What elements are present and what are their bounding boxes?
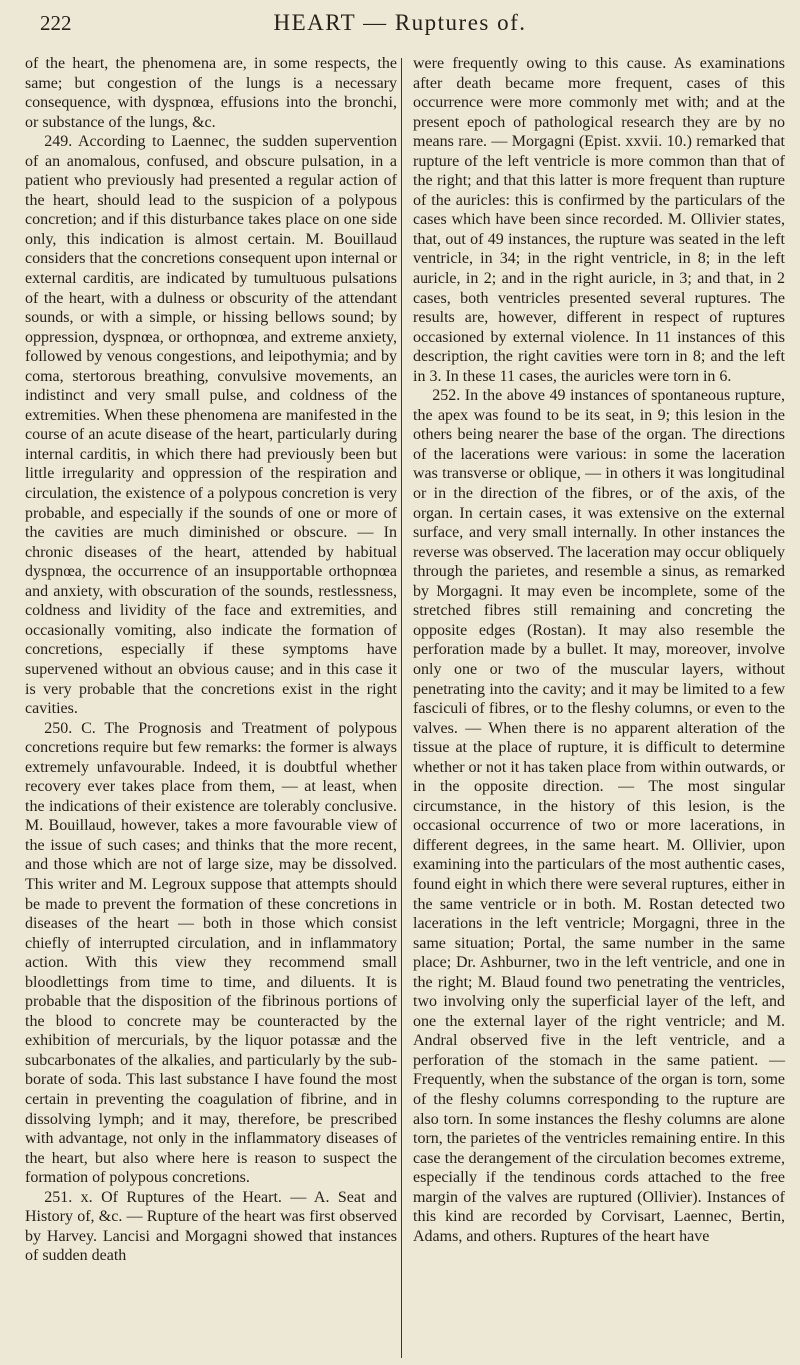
paragraph: 251. x. Of Ruptures of the Heart. — A. Seat and History of, &c. — Rupture of the heart was first observed by Harvey. Lancisi and Morgagni showed that instances of sudden death bbox=[25, 1188, 397, 1265]
paragraph: 252. In the above 49 instances of spontaneous rupture, the apex was found to be its seat, in 9; this lesion in the others being nearer the base of the organ. The directions of the lacerations were various: in some the laceration was transverse or oblique, — in others it was longitudinal or in the direction of the fibres, or of the axis, of the organ. In certain cases, it was extensive on the external surface, and very small internally. In other instances the reverse was observed. The laceration may occur obliquely through the parietes, and resemble a sinus, as remarked by Morgagni. It may even be incomplete, some of the stretched fibres still remaining and concreting the opposite edges (Rostan). It may also resemble the perforation made by a bullet. It may, moreover, involve only one or two of the muscular layers, without penetrating into the cavity; and it may be limited to a few fasciculi of fibres, or to the fleshy columns, or even to the valves. — When there is no apparent alteration of the tissue at the place of rupture, it is difficult to determine whether or not it has taken place from within outwards, or in the opposite direction. — The most singular circumstance, in the history of this lesion, is the occasional occurrence of two or more lacerations, in different degrees, in the same heart. M. Ollivier, upon examining into the particulars of the most authentic cases, found eight in which there were several ruptures, either in the same ventricle or in both. M. Rostan detected two lacerations in the left ventricle; Morgagni, three in the same situation; Portal, the same number in the same place; Dr. Ashburner, two in the left ventricle, and one in the right; M. Blaud found two penetrating the ventricles, two involving only the superficial layer of the left, and one the external layer of the right ventricle; and M. Andral observed five in the left ventricle, and a perforation of the stomach in the same patient. — Frequently, when the substance of the organ is torn, some of the fleshy columns corresponding to the rupture are also torn. In some instances the fleshy columns are alone torn, the parietes of the ventricles remaining entire. In this case the derangement of the circulation becomes extreme, especially if the tendinous cords attached to the free margin of the valves are ruptured (Ollivier). Instances of this kind are recorded by Corvisart, Laennec, Bertin, Adams, and others. Ruptures of the heart have bbox=[413, 387, 785, 1245]
paragraph: of the heart, the phenomena are, in some respects, the same; but congestion of the lungs is a necessary consequence, with dyspnœa, effusions into the bronchi, or substance of the lungs, &c. bbox=[25, 55, 397, 131]
running-title: HEART — Ruptures of. bbox=[273, 10, 527, 35]
paragraph: 249. According to Laennec, the sudden supervention of an anomalous, confused, and obscure pulsation, in a patient who previously had presented a regular action of the heart, should lead to the suspicion of a polypous concretion; and if this disturbance takes place on one side only, this indication is almost certain. M. Bouillaud considers that the concretions consequent upon internal or external carditis, are indicated by tumultuous pulsations of the heart, with a dulness or obscurity of the attendant sounds, or with a simple, or hissing bellows sound; by oppression, dyspnœa, or orthopnœa, and extreme anxiety, followed by venous congestions, and leipothymia; and by coma, stertorous breathing, convulsive movements, an indistinct and very small pulse, and coldness of the extremities. When these phenomena are manifested in the course of an acute disease of the heart, particularly during internal carditis, in which there had previously been but little irregularity and oppression of the respiration and circulation, the existence of a polypous concretion is very probable, and especially if the sounds of one or more of the cavities are much diminished or obscure. — In chronic diseases of the heart, attended by habitual dyspnœa, the occurrence of an insupportable orthopnœa and anxiety, with obscuration of the sounds, restlessness, coldness and lividity of the face and extremities, and occasionally vomiting, also indicate the formation of concretions, especially if these symptoms have supervened without an obvious cause; and in this case it is very probable that the concretions exist in the right cavities. bbox=[25, 133, 397, 718]
page-header bbox=[40, 10, 760, 44]
left-column bbox=[25, 54, 397, 1266]
paragraph: 250. C. The Prognosis and Treatment of polypous concretions require but few remarks: the former is always extremely unfavourable. Indeed, it is doubtful whether recovery ever takes place from them, — at least, when the indications of their existence are tolerably conclusive. M. Bouillaud, however, takes a more favourable view of the issue of such cases; and thinks that the more recent, and those which are not of large size, may be dissolved. This writer and M. Legroux suppose that attempts should be made to prevent the formation of these concretions in diseases of the heart — both in those which consist chiefly of interrupted circulation, and in inflammatory action. With this view they recommend small bloodlettings from time to time, and diluents. It is probable that the disposition of the fibrinous portions of the blood to concrete may be counteracted by the exhibition of mercurials, by the liquor potassæ and the subcarbonates of the alkalies, and particularly by the sub-borate of soda. This last substance I have found the most certain in preventing the coagulation of fibrine, and in dissolving lymph; and it may, therefore, be prescribed with advantage, not only in the inflammatory diseases of the heart, but also where here is reason to suspect the formation of polypous concretions. bbox=[25, 719, 397, 1187]
right-column bbox=[413, 54, 785, 1246]
paragraph: were frequently owing to this cause. As examinations after death became more frequent, cases of this occurrence were more commonly met with; and at the present epoch of pathological research they are by no means rare. — Morgagni (Epist. xxvii. 10.) remarked that rupture of the left ventricle is more common than that of the right; and that this latter is more frequent than rupture of the auricles: this is confirmed by the particulars of the cases which have been since recorded. M. Ollivier states, that, out of 49 instances, the rupture was seated in the left ventricle, in 34; in the right ventricle, in 8; in the left auricle, in 2; and in the right auricle, in 3; and that, in 2 cases, both ventricles presented several ruptures. The results are, however, different in respect of ruptures occasioned by external violence. In 11 instances of this description, the right cavities were torn in 8; and the left in 3. In these 11 cases, the auricles were torn in 6. bbox=[413, 55, 785, 385]
column-divider bbox=[401, 58, 402, 1358]
page-number: 222 bbox=[40, 11, 72, 35]
